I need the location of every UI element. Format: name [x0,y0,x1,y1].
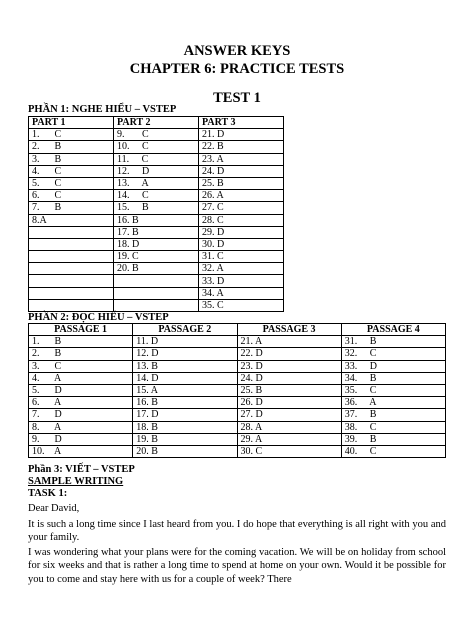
table-row [29,348,446,360]
section1-heading: PHẦN 1: NGHE HIỂU – VSTEP [28,104,177,115]
column-header: PASSAGE 1 [29,324,133,336]
answer-cell: 39. B [341,433,445,445]
letter-greeting: Dear David, [28,503,80,514]
answer-cell: 14. D [133,372,237,384]
answer-cell: 2. B [29,141,114,153]
answer-cell: 28. A [237,421,341,433]
answer-cell: 17. D [133,409,237,421]
answer-cell: 26. D [237,397,341,409]
answer-cell: 33. D [341,360,445,372]
answer-cell: 17. B [114,226,199,238]
answer-cell: 12. D [114,165,199,177]
answer-cell: 20. B [133,445,237,457]
answer-cell: 31. C [199,251,284,263]
answer-cell [29,299,114,311]
table-row [29,360,446,372]
answer-cell: 1. B [29,336,133,348]
answer-cell: 10. A [29,445,133,457]
table-row [29,421,446,433]
title-line-1: ANSWER KEYS [183,43,291,59]
answer-cell: 34. A [199,287,284,299]
answer-cell: 27. D [237,409,341,421]
answer-cell: 34. B [341,372,445,384]
table-row [29,336,446,348]
answer-cell [29,226,114,238]
answer-cell: 26. A [199,190,284,202]
answer-cell: 38. C [341,421,445,433]
answer-cell: 36. A [341,397,445,409]
document-title [0,42,474,78]
answer-cell: 22. D [237,348,341,360]
answer-cell: 5. C [29,177,114,189]
column-header: PASSAGE 4 [341,324,445,336]
answer-cell [114,275,199,287]
answer-cell: 10. C [114,141,199,153]
table-row [29,372,446,384]
answer-cell: 18. B [133,421,237,433]
answer-cell: 8.A [29,214,114,226]
answer-cell: 22. B [199,141,284,153]
answer-cell: 27. C [199,202,284,214]
answer-cell: 3. C [29,360,133,372]
table-row [29,409,446,421]
answer-cell: 21. A [237,336,341,348]
sample-writing-heading: SAMPLE WRITING [28,476,124,487]
column-header: PART 3 [199,117,284,129]
answer-cell: 8. A [29,421,133,433]
table-row [29,287,284,299]
table-row [29,299,284,311]
answer-cell: 16. B [114,214,199,226]
answer-cell [29,275,114,287]
table-row [29,165,284,177]
answer-cell: 30. D [199,238,284,250]
answer-cell: 13. B [133,360,237,372]
section3-heading: Phần 3: VIẾT – VSTEP [28,464,135,475]
answer-cell: 30. C [237,445,341,457]
column-header: PASSAGE 3 [237,324,341,336]
answer-cell: 15. A [133,384,237,396]
answer-cell: 11. C [114,153,199,165]
table-row [29,153,284,165]
answer-cell: 7. B [29,202,114,214]
table-row [29,445,446,457]
answer-cell: 7. D [29,409,133,421]
section2-heading: PHẦN 2: ĐỌC HIỂU – VSTEP [28,312,169,323]
column-header: PART 1 [29,117,114,129]
answer-cell: 21. D [199,129,284,141]
answer-cell: 18. D [114,238,199,250]
answer-cell: 19. B [133,433,237,445]
table-row [29,384,446,396]
reading-answer-table [28,323,446,458]
answer-cell: 9. D [29,433,133,445]
answer-cell: 4. A [29,372,133,384]
answer-cell: 24. D [199,165,284,177]
answer-cell: 23. A [199,153,284,165]
answer-cell: 29. A [237,433,341,445]
answer-cell [114,299,199,311]
table-row [29,263,284,275]
column-header: PASSAGE 2 [133,324,237,336]
answer-cell: 25. B [237,384,341,396]
table-row [29,238,284,250]
table-row [29,177,284,189]
test-title: TEST 1 [213,90,261,106]
table-row [29,202,284,214]
answer-cell: 13. A [114,177,199,189]
answer-cell: 25. B [199,177,284,189]
answer-cell: 11. D [133,336,237,348]
answer-cell: 6. C [29,190,114,202]
table-row [29,251,284,263]
answer-cell: 32. C [341,348,445,360]
table-row [29,214,284,226]
table-row [29,141,284,153]
answer-cell: 3. B [29,153,114,165]
answer-cell: 15. B [114,202,199,214]
table-row [29,433,446,445]
answer-cell: 35. C [199,299,284,311]
table-row [29,129,284,141]
answer-cell: 6. A [29,397,133,409]
answer-cell: 31. B [341,336,445,348]
answer-cell: 28. C [199,214,284,226]
letter-paragraph-2: I was wondering what your plans were for the coming vacation. We will be on holiday from school for six weeks and that is rather a long time to spend at home on your own. Would it be possible for you to come and stay here with us for a couple of week? There [28,547,446,585]
answer-cell [29,263,114,275]
answer-cell: 40. C [341,445,445,457]
table-row [29,397,446,409]
column-header: PART 2 [114,117,199,129]
table-row [29,226,284,238]
answer-cell: 29. D [199,226,284,238]
letter-paragraph-1: It is such a long time since I last heard from you. I do hope that everything is all right with you and your family. [28,519,446,544]
task1-heading: TASK 1: [28,488,68,499]
answer-cell: 24. D [237,372,341,384]
answer-cell [114,287,199,299]
answer-cell: 35. C [341,384,445,396]
title-line-2: CHAPTER 6: PRACTICE TESTS [129,61,345,77]
answer-cell: 4. C [29,165,114,177]
answer-cell: 14. C [114,190,199,202]
answer-cell: 23. D [237,360,341,372]
answer-cell: 20. B [114,263,199,275]
answer-cell: 32. A [199,263,284,275]
answer-cell: 9. C [114,129,199,141]
answer-cell: 37. B [341,409,445,421]
answer-cell: 16. B [133,397,237,409]
answer-cell: 2. B [29,348,133,360]
answer-cell: 33. D [199,275,284,287]
answer-cell: 19. C [114,251,199,263]
answer-cell: 12. D [133,348,237,360]
answer-cell [29,287,114,299]
answer-cell: 1. C [29,129,114,141]
listening-answer-table [28,116,284,312]
table-row [29,275,284,287]
answer-cell: 5. D [29,384,133,396]
table-row [29,190,284,202]
answer-cell [29,251,114,263]
answer-cell [29,238,114,250]
